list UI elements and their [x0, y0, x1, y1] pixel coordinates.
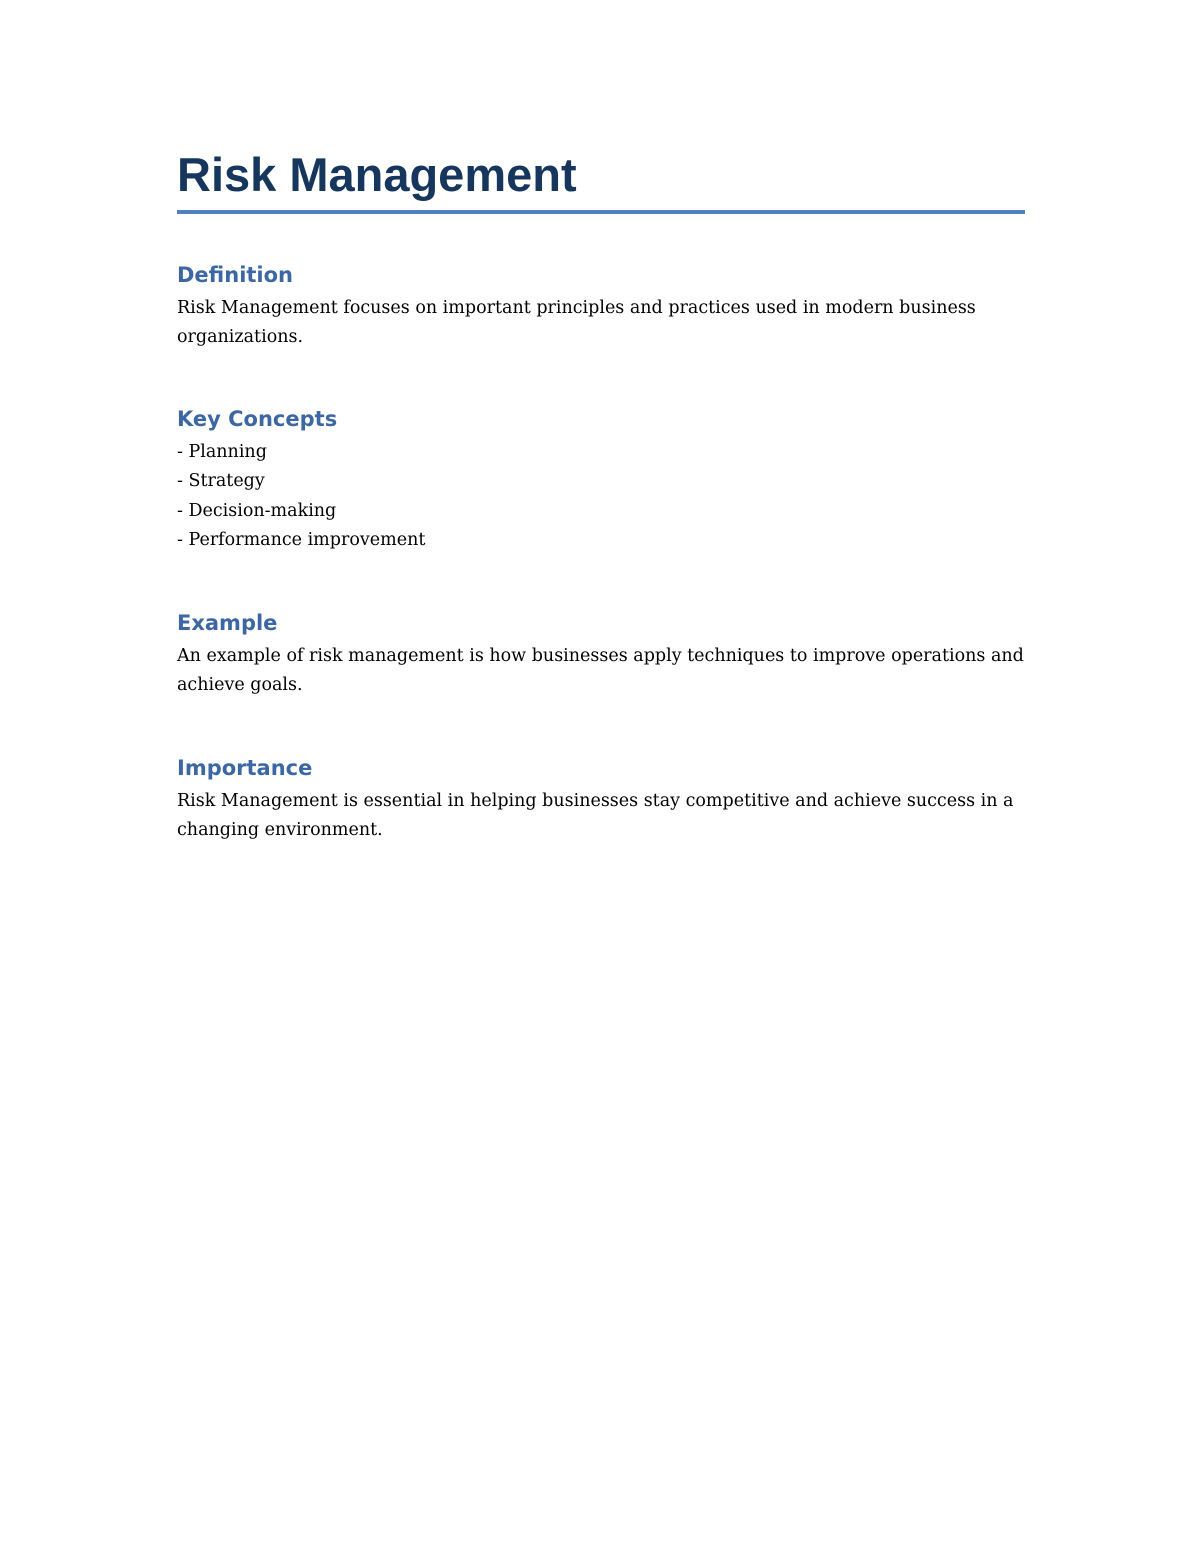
- document-body: [177, 145, 1025, 845]
- key-concepts-heading: Key Concepts: [177, 407, 338, 431]
- concept-list-item: - Decision-making: [177, 500, 337, 521]
- definition-text: Risk Management focuses on important principles and practices used in modern business organizations.: [177, 298, 976, 347]
- example-heading: Example: [177, 611, 278, 636]
- definition-heading: Definition: [177, 263, 294, 287]
- key-concepts-section: [177, 405, 1025, 555]
- document-title: Risk Management: [177, 148, 577, 201]
- importance-text: Risk Management is essential in helping businesses stay competitive and achieve success in a changing environment.: [177, 791, 1014, 841]
- key-concepts-list: [177, 438, 1025, 555]
- concept-list-item: - Planning: [177, 442, 267, 462]
- title-underline-rule: [177, 210, 1025, 214]
- definition-section: [177, 261, 1025, 352]
- importance-heading: Importance: [177, 756, 313, 781]
- concept-list-item: - Strategy: [177, 471, 265, 492]
- importance-section: [177, 754, 1025, 845]
- concept-list-item: - Performance improvement: [177, 529, 426, 550]
- example-text: An example of risk management is how businesses apply techniques to improve operations and achieve goals.: [177, 646, 1024, 696]
- example-section: [177, 609, 1025, 700]
